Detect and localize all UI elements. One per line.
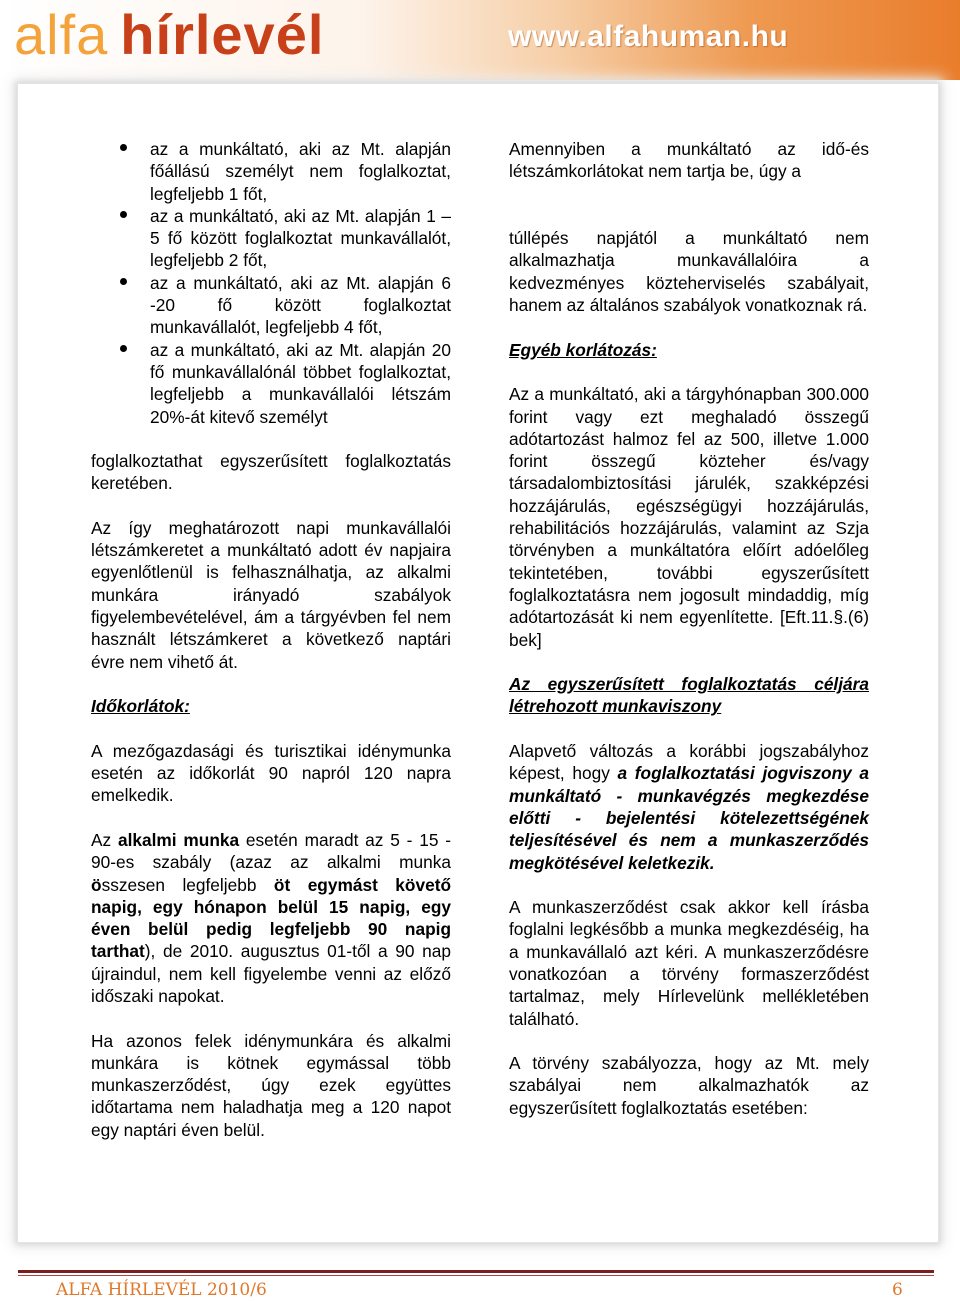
paragraph: A törvény szabályozza, hogy az Mt. mely szabályai nem alkalmazhatók az egyszerűsített foglalkoztatás esetében:: [509, 1053, 869, 1118]
paragraph: Az így meghatározott napi munkavállalói létszámkeretet a munkáltató adott év napjaira egyenlőtlenül is felhasználhatja, az alkalmi munkára irányadó szabályok figyelembevételével, ám a tárgyévben fel nem használt létszámkeret a következő naptári évre nem vihető át.: [91, 517, 451, 672]
list-item: [91, 339, 451, 428]
paragraph: foglalkoztathat egyszerűsített foglalkoztatás keretében.: [91, 450, 451, 494]
paragraph: túllépés napjától a munkáltató nem alkalmazhatja munkavállalóira a kedvezményes közteherviselés szabályait, hanem az általános szabályok vonatkoznak rá.: [509, 228, 869, 316]
list-item: [91, 272, 451, 339]
list-item: [91, 205, 451, 272]
bullet-icon: [120, 211, 127, 218]
paragraph: A munkaszerződést csak akkor kell írásba foglalni legkésőbb a munka megkezdéséig, ha a munkavállaló azt kéri. A munkaszerződésre vonatkozóan a törvény formaszerződést tartalmaz, mely Hírlevelünk mellékletében található.: [509, 897, 869, 1029]
footer-rule-thin: [18, 1275, 934, 1276]
bold-run: alkalmi munka: [117, 829, 240, 850]
bullet-list: [91, 138, 451, 428]
header-url[interactable]: www.alfahuman.hu: [508, 20, 789, 53]
page-number: 6: [892, 1280, 903, 1300]
bold-italic-run: a foglalkoztatási jogviszony a munkáltató - munkavégzés megkezdése előtti - bejelentési kötelezettségének teljesítésével és nem a munkaszerződés megkötésével keletkezik.: [509, 763, 869, 873]
bullet-icon: [120, 278, 127, 285]
paragraph-alapveto-valtozas: [509, 740, 869, 874]
logo-hirlevel-text: hírlevél: [120, 3, 325, 66]
paragraph: Az a munkáltató, aki a tárgyhónapban 300.000 forint vagy ezt meghaladó összegű adótartozást halmoz fel az 500, illetve 1.000 forint összegű közteher és/vagy társadalombiztosítási járulék, szakképzési hozzájárulás, egészségügyi hozzájárulás, rehabilitációs hozzájárulás, valamint az Szja törvényben a munkáltatóra előírt adóelőleg tekintetében, további egyszerűsített foglalkoztatásra nem jogosult mindaddig, míg adótartozását ki nem egyenlítette. [Eft.11.§.(6) bek]: [509, 384, 869, 650]
paragraph: Amennyiben a munkáltató az idő-és létszámkorlátokat nem tartja be, úgy a: [509, 139, 869, 182]
list-item-text: az a munkáltató, aki az Mt. alapján főállású személyt nem foglalkoztat, legfeljebb 1 főt,: [150, 139, 451, 204]
text-run: esetén maradt az 5 - 15 - 90-es szabály (azaz az alkalmi munka: [91, 829, 452, 873]
text-run: sszesen legfeljebb: [101, 874, 274, 895]
text-run: ), de 2010. augusztus 01-től a 90 nap újraindul, nem kell figyelembe venni az előző időszaki napokat.: [91, 941, 451, 1006]
header-banner: [0, 0, 960, 80]
bold-run: ö: [91, 874, 102, 895]
footer-rule: [18, 1270, 934, 1273]
section-heading-munkaviszony: Az egyszerűsített foglalkoztatás céljára létrehozott munkaviszony: [509, 674, 869, 717]
paragraph: Ha azonos felek idénymunkára és alkalmi munkára is kötnek egymással több munkaszerződést, úgy ezek együttes időtartama nem haladhatja meg a 120 napot egy naptári éven belül.: [91, 1030, 451, 1140]
list-item: [91, 138, 451, 205]
bold-run: öt egymást követő napig, egy hónapon belül 15 napig, egy éven belül pedig legfeljebb 90 napig tarthat: [91, 874, 451, 962]
logo-alfa-text: alfa: [14, 3, 109, 66]
text-run: Alapvető változás a korábbi jogszabályhoz képest, hogy: [509, 741, 869, 784]
list-item-text: az a munkáltató, aki az Mt. alapján 1 – 5 fő között foglalkoztat munkavállalót, legfeljebb 2 főt,: [150, 205, 451, 271]
footer-title: ALFA HÍRLEVÉL 2010/6: [56, 1280, 267, 1300]
list-item-text: az a munkáltató, aki az Mt. alapján 20 fő munkavállalónál többet foglalkoztat, legfeljebb a munkavállalói létszám 20%-át kitevő személyt: [150, 339, 451, 427]
spacer: [509, 205, 869, 227]
bullet-icon: [120, 345, 127, 352]
section-heading-idokorlatok: Időkorlátok:: [91, 696, 190, 717]
section-heading-egyeb-korlatozas: Egyéb korlátozás:: [509, 339, 657, 360]
paragraph-alkalmi-munka: [91, 829, 451, 1007]
bullet-icon: [120, 144, 127, 151]
list-item-text: az a munkáltató, aki az Mt. alapján 6 -20 fő között foglalkoztat munkavállalót, legfeljebb 4 főt,: [150, 272, 451, 338]
paragraph: A mezőgazdasági és turisztikai idénymunka esetén az időkorlát 90 napról 120 napra emelkedik.: [91, 740, 451, 806]
right-column: [509, 138, 869, 1141]
left-column: [91, 138, 451, 1163]
text-run: Az: [91, 829, 118, 850]
alfa-hirlevel-logo: [14, 2, 324, 67]
